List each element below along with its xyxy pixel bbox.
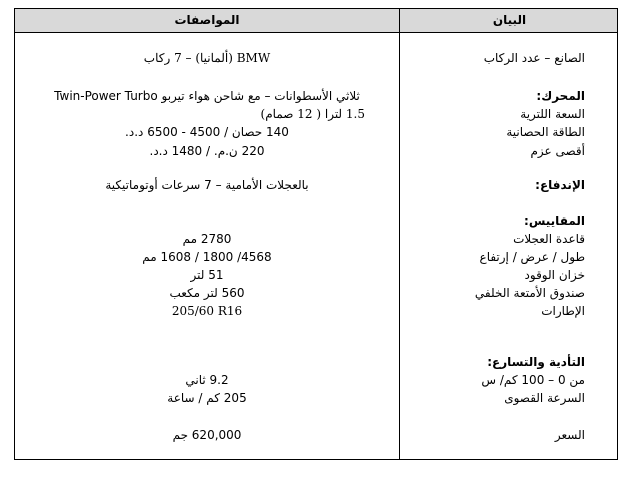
- spec-engine: ثلاثي الأسطوانات – مع شاحن هواء تيربو Twin-Power Turbo: [54, 89, 360, 103]
- label-price: السعر: [554, 428, 585, 442]
- label-wheelbase: قاعدة العجلات: [513, 232, 585, 246]
- spec-lwh: 4568/ 1800 / 1608 مم: [142, 250, 272, 264]
- spec-price: 620,000 جم: [172, 428, 242, 442]
- table-header: [15, 9, 617, 33]
- spec-tires: 205/60 R16: [171, 304, 243, 318]
- label-horsepower: الطاقة الحصانية: [506, 125, 585, 139]
- spec-trunk: 560 لتر مكعب: [169, 286, 245, 300]
- spec-torque: 220 ن.م. / 1480 د.د.: [149, 144, 265, 158]
- label-lwh: طول / عرض / إرتفاع: [479, 250, 585, 264]
- label-tires: الإطارات: [541, 304, 585, 318]
- spec-horsepower: 140 حصان / 4500 - 6500 د.د.: [125, 125, 289, 139]
- header-label: البيان: [492, 13, 527, 27]
- label-torque: أقصى عزم: [530, 144, 585, 158]
- spec-accel: 9.2 ثاني: [185, 373, 229, 387]
- label-displacement: السعة اللترية: [520, 107, 585, 121]
- label-top-speed: السرعة القصوى: [504, 391, 585, 405]
- spec-maker: BMW (ألمانيا) – 7 ركاب: [143, 51, 271, 65]
- column-divider: [399, 9, 400, 459]
- spec-fuel-tank: 51 لتر: [190, 268, 224, 282]
- label-dims-heading: المقاييس:: [524, 214, 585, 228]
- label-maker: الصانع – عدد الركاب: [483, 51, 585, 65]
- label-fuel-tank: خزان الوقود: [524, 268, 585, 282]
- spec-displacement: 1.5 لترا ( 12 صمام): [260, 107, 365, 121]
- spec-table: [14, 8, 618, 460]
- label-engine-heading: المحرك:: [536, 89, 585, 103]
- spec-top-speed: 205 كم / ساعة: [167, 391, 247, 405]
- spec-wheelbase: 2780 مم: [182, 232, 232, 246]
- label-perf-heading: التأدية والتسارع:: [487, 355, 585, 369]
- spec-drive: بالعجلات الأمامية – 7 سرعات أوتوماتيكية: [105, 178, 309, 192]
- header-spec: المواصفات: [174, 13, 240, 27]
- label-trunk: صندوق الأمتعة الخلفي: [474, 286, 585, 300]
- label-drive-heading: الإندفاع:: [535, 178, 585, 192]
- label-accel: من 0 – 100 كم/ س: [481, 373, 585, 387]
